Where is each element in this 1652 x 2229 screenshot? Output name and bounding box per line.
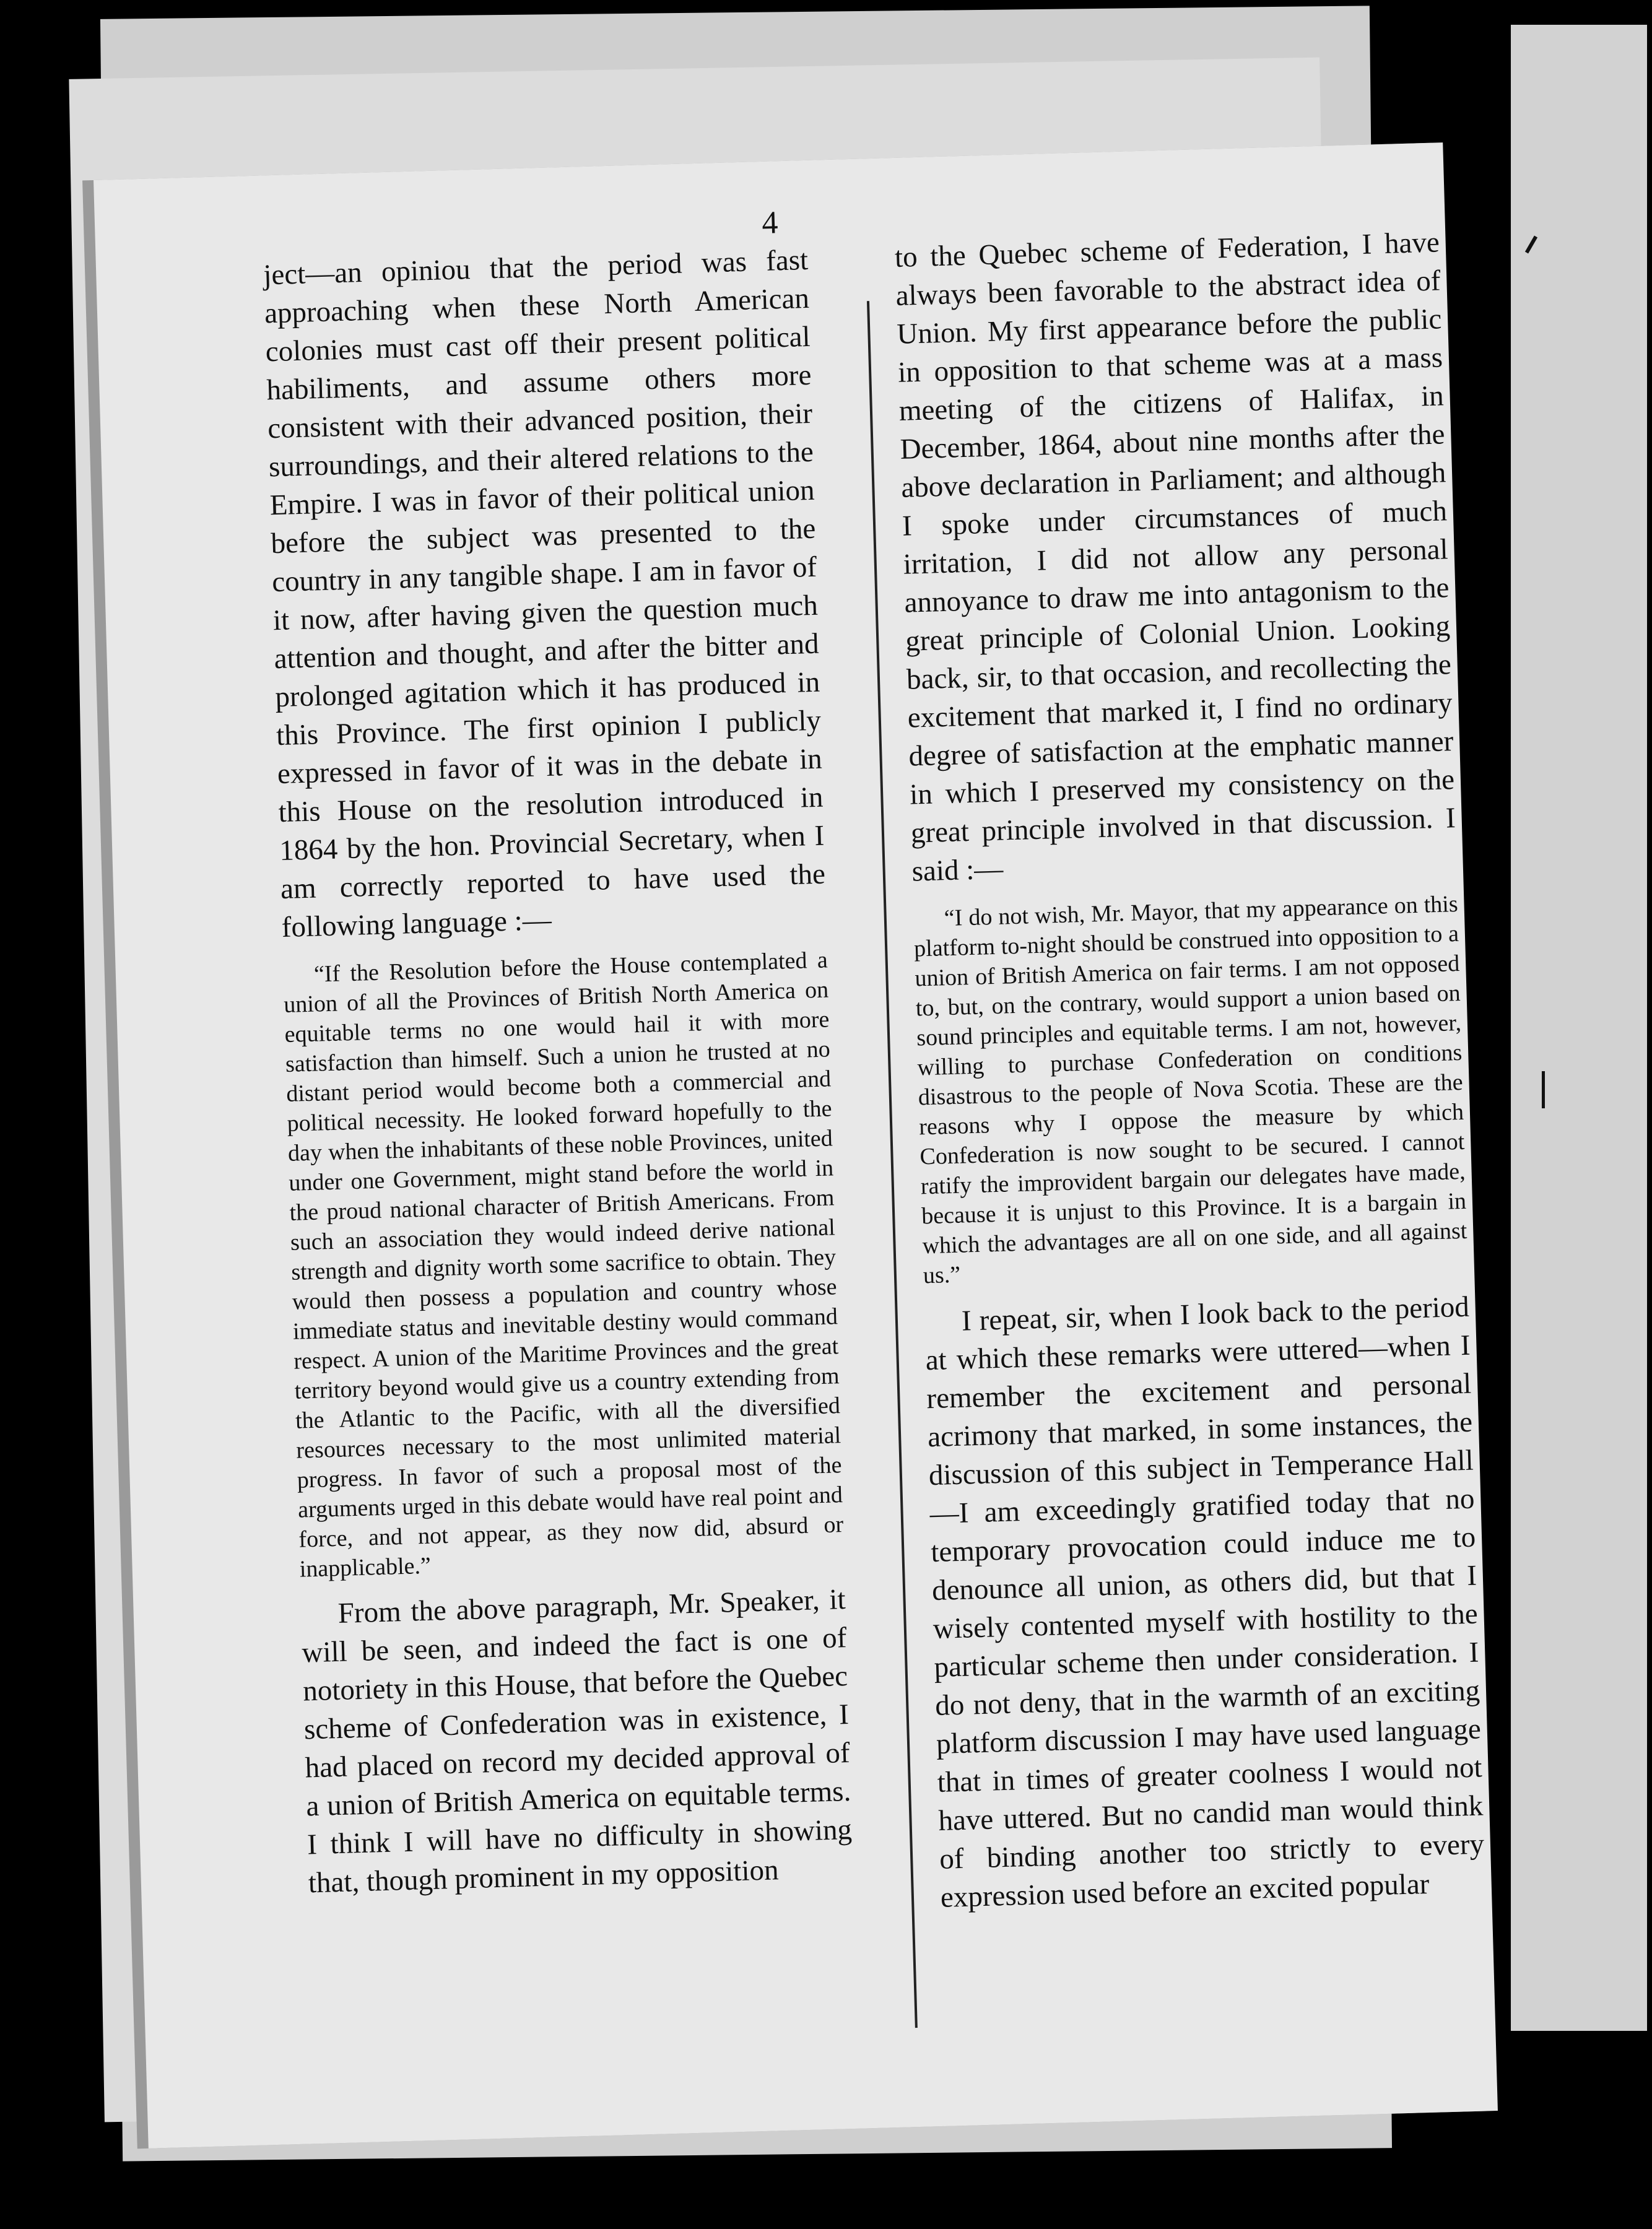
left-column: [263, 241, 854, 1903]
ink-mark: [1525, 236, 1537, 254]
paragraph: I repeat, sir, when I look back to the period at which these remarks were uttered—when I remember the excitement and personal acrimony that marked, in some instances, the discussion of this subject in Temperance Hall—I am exceedingly gratified today that no temporary provocation could induce me to denounce all union, as others did, but that I wisely contented myself with hostility to the particular scheme then under consideration. I do not deny, that in the warmth of an exciting platform discussion I may have used language that in times of greater coolness I would not have uttered. But no candid man would think of binding another too strictly to every expression used before an excited popular: [925, 1290, 1485, 1914]
document-page: [93, 142, 1498, 2149]
block-quote: “If the Resolution before the House contemplated a union of all the Provinces of British North America on equitable terms no one would hail it with more satisfaction than himself. Such a union he trusted at no distant period would become both a commercial and political necessity. He looked forward hopefully to the day when the inhabitants of these noble Provinces, united under one Government, might stand before the world in the proud national character of British Americans. From such an association they would indeed derive national strength and dignity worth some sacrifice to obtain. They would then possess a population and country whose immediate status and inevitable destiny would command respect. A union of the Maritime Provinces and the great territory beyond would give us a country extending from the Atlantic to the Pacific, with all the diversified resources necessary to the most unlimited material progress. In favor of such a proposal most of the arguments urged in this debate would have real point and force, and not appear, as they now did, absurd or inapplicable.”: [283, 947, 844, 1583]
block-quote: “I do not wish, Mr. Mayor, that my appearance on this platform to-night should be construed into opposition to a union of British America on fair terms. I am not opposed to, but, on the contrary, would support a union based on sound principles and equitable terms. I am not, however, willing to purchase Confederation on conditions disastrous to the people of Nova Scotia. These are the reasons why I oppose the measure by which Confederation is now sought to be secured. I cannot ratify the improvident bargain our delegates have made, because it is unjust to this Province. It is a bargain in which the advantages are all on one side, and all against us.”: [913, 890, 1467, 1289]
ink-mark: [1542, 1071, 1545, 1108]
right-column: [894, 223, 1485, 1917]
paragraph: to the Quebec scheme of Federation, I have always been favorable to the abstract idea of Union. My first appearance before the public in opposition to that scheme was at a mass meeting of the citizens of Halifax, in December, 1864, about nine months after the above declaration in Parliament; and although I spoke under circumstances of much irritation, I did not allow any personal annoyance to draw me into antagonism to the great principle of Colonial Union. Looking back, sir, to that occasion, and recollecting the excitement that marked it, I find no ordinary degree of satisfaction at the emphatic manner in which I preserved my consistency on the great principle involved in that discussion. I said :—: [894, 226, 1456, 888]
paragraph: From the above paragraph, Mr. Speaker, it will be seen, and indeed the fact is one of notoriety in this House, that before the Quebec scheme of Confederation was in existence, I had placed on record my decided approval of a union of British America on equitable terms. I think I will have no difficulty in showing that, though prominent in my opposition: [301, 1583, 853, 1900]
adjacent-page-edge: [1511, 25, 1647, 2031]
page-number: 4: [761, 205, 779, 241]
paragraph: ject—an opiniou that the period was fast approaching when these North American colonies must cast off their present political habiliments, and assume others more consistent with their advanced position, their surroundings, and their altered relations to the Empire. I was in favor of their political union before the subject was presented to the country in any tangible shape. I am in favor of it now, after having given the question much attention and thought, and after the bitter and prolonged agitation which it has produced in this Province. The first opinion I publicly expressed in favor of it was in the debate in this House on the resolution introduced in 1864 by the hon. Provincial Secretary, when I am correctly reported to have used the following language :—: [263, 243, 826, 944]
